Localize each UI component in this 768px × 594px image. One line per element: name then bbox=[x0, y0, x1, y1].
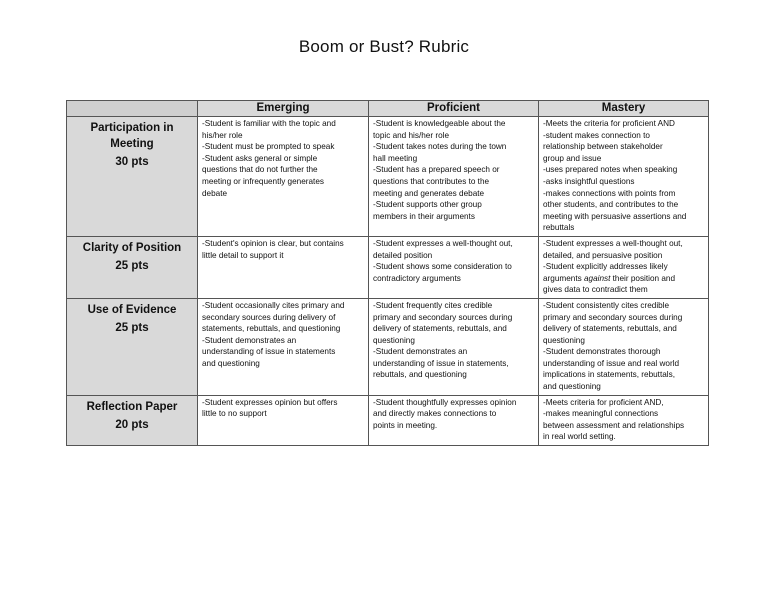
descriptor-line: questions that do not further the bbox=[202, 165, 318, 175]
descriptor-line: implications in statements, rebuttals, bbox=[543, 370, 675, 380]
descriptor-line: meeting with persuasive assertions and bbox=[543, 211, 687, 221]
descriptor-line: rebuttals bbox=[543, 223, 575, 233]
criterion-row-participation bbox=[67, 117, 709, 237]
descriptor-line: detailed position bbox=[373, 250, 433, 260]
criterion-points: 20 pts bbox=[115, 418, 149, 431]
descriptor-line: -Student consistently cites credible bbox=[543, 300, 670, 310]
descriptor-line: -Student is knowledgeable about the bbox=[373, 119, 506, 128]
level-header-proficient: Proficient bbox=[369, 101, 539, 117]
descriptor-line: -Student thoughtfully expresses opinion bbox=[373, 397, 517, 407]
descriptor-line: -Student is familiar with the topic and bbox=[202, 119, 336, 128]
descriptor-line: -Student expresses a well-thought out, bbox=[543, 238, 683, 248]
rubric-corner-cell bbox=[67, 101, 198, 117]
descriptor-line: -Student demonstrates thorough bbox=[543, 347, 661, 357]
descriptor-line: -Student's opinion is clear, but contains bbox=[202, 238, 344, 248]
descriptor-line: -Student expresses a well-thought out, bbox=[373, 238, 513, 248]
descriptor-line: questioning bbox=[543, 335, 585, 345]
descriptor-line: -makes meaningful connections bbox=[543, 409, 659, 419]
descriptor-proficient bbox=[369, 117, 539, 237]
descriptor-line: -makes connections with points from bbox=[543, 188, 676, 198]
descriptor-line: -Student shows some consideration to bbox=[373, 262, 512, 272]
descriptor-line: other students, and contributes to the bbox=[543, 200, 679, 210]
descriptor-line: rebuttals, and questioning bbox=[373, 370, 467, 380]
criterion-points: 25 pts bbox=[115, 321, 149, 334]
page-title: Boom or Bust? Rubric bbox=[298, 37, 470, 56]
criterion-name bbox=[67, 117, 197, 152]
criterion-points: 25 pts bbox=[115, 259, 149, 272]
descriptor-line: -Student supports other group bbox=[373, 200, 482, 210]
descriptor-line: -Student demonstrates an bbox=[373, 347, 468, 357]
criterion-row-reflection bbox=[67, 395, 709, 445]
criterion-name-line: Participation in bbox=[90, 122, 174, 134]
descriptor-proficient bbox=[369, 395, 539, 445]
descriptor-proficient bbox=[369, 298, 539, 395]
descriptor-line: -Meets criteria for proficient AND, bbox=[543, 397, 664, 407]
descriptor-line: -asks insightful questions bbox=[543, 176, 635, 186]
descriptor-line: questions that contributes to the bbox=[373, 176, 490, 186]
descriptor-line bbox=[543, 273, 705, 285]
descriptor-line: -Student has a prepared speech or bbox=[373, 165, 500, 175]
descriptor-line: gives data to contradict them bbox=[543, 285, 648, 295]
descriptor-line: primary and secondary sources during bbox=[543, 312, 683, 322]
descriptor-line: hall meeting bbox=[373, 153, 418, 163]
descriptor-emerging bbox=[198, 117, 369, 237]
descriptor-line: relationship between stakeholder bbox=[543, 142, 663, 152]
descriptor-line: understanding of issue and real world bbox=[543, 358, 680, 368]
descriptor-line: -Student frequently cites credible bbox=[373, 300, 493, 310]
criterion-row-evidence bbox=[67, 298, 709, 395]
criterion-cell bbox=[67, 395, 198, 445]
descriptor-line: -student makes connection to bbox=[543, 130, 650, 140]
descriptor-mastery bbox=[539, 395, 709, 445]
level-header-mastery: Mastery bbox=[539, 101, 709, 117]
descriptor-line: -Student occasionally cites primary and bbox=[202, 300, 345, 310]
descriptor-line: understanding of issue in statements, bbox=[373, 358, 509, 368]
descriptor-line: group and issue bbox=[543, 153, 602, 163]
level-header-emerging: Emerging bbox=[198, 101, 369, 117]
criterion-name: Clarity of Position bbox=[82, 241, 182, 254]
descriptor-line: delivery of statements, rebuttals, and bbox=[373, 324, 507, 334]
descriptor-line: his/her role bbox=[202, 130, 243, 140]
descriptor-line: delivery of statements, rebuttals, and bbox=[543, 324, 677, 334]
descriptor-line: and questioning bbox=[202, 358, 260, 368]
descriptor-line: -Student asks general or simple bbox=[202, 153, 318, 163]
descriptor-line: contradictory arguments bbox=[373, 273, 461, 283]
descriptor-line: statements, rebuttals, and questioning bbox=[202, 324, 341, 334]
descriptor-line: members in their arguments bbox=[373, 211, 475, 221]
descriptor-line: topic and his/her role bbox=[373, 130, 450, 140]
descriptor-emerging bbox=[198, 395, 369, 445]
descriptor-mastery bbox=[539, 117, 709, 237]
descriptor-line: debate bbox=[202, 188, 228, 198]
descriptor-emphasis: against bbox=[583, 273, 611, 283]
descriptor-fragment: arguments bbox=[543, 273, 582, 283]
rubric-header-row bbox=[67, 101, 709, 117]
descriptor-line: between assessment and relationships bbox=[543, 420, 685, 430]
criterion-cell bbox=[67, 236, 198, 298]
descriptor-line: little to no support bbox=[202, 409, 267, 419]
criterion-points: 30 pts bbox=[115, 156, 149, 168]
criterion-cell bbox=[67, 298, 198, 395]
descriptor-line: detailed, and persuasive position bbox=[543, 250, 663, 260]
rubric-table bbox=[66, 100, 709, 446]
descriptor-line: -Student must be prompted to speak bbox=[202, 142, 335, 152]
descriptor-line: -uses prepared notes when speaking bbox=[543, 165, 678, 175]
descriptor-line: meeting or infrequently generates bbox=[202, 176, 324, 186]
descriptor-line: -Student takes notes during the town bbox=[373, 142, 507, 152]
descriptor-line: primary and secondary sources during bbox=[373, 312, 513, 322]
descriptor-line: questioning bbox=[373, 335, 415, 345]
criterion-row-clarity bbox=[67, 236, 709, 298]
descriptor-emerging bbox=[198, 298, 369, 395]
descriptor-fragment: their position and bbox=[612, 273, 676, 283]
descriptor-line: little detail to support it bbox=[202, 250, 284, 260]
descriptor-proficient bbox=[369, 236, 539, 298]
descriptor-mastery bbox=[539, 236, 709, 298]
descriptor-line: -Student expresses opinion but offers bbox=[202, 397, 338, 407]
descriptor-line: -Student demonstrates an bbox=[202, 335, 297, 345]
descriptor-emerging bbox=[198, 236, 369, 298]
criterion-name: Reflection Paper bbox=[86, 400, 178, 413]
descriptor-line: and directly makes connections to bbox=[373, 409, 497, 419]
descriptor-line: secondary sources during delivery of bbox=[202, 312, 336, 322]
criterion-name: Use of Evidence bbox=[87, 303, 177, 316]
descriptor-line: meeting and generates debate bbox=[373, 188, 485, 198]
descriptor-line: -Meets the criteria for proficient AND bbox=[543, 119, 675, 128]
descriptor-line: and questioning bbox=[543, 382, 601, 392]
descriptor-mastery bbox=[539, 298, 709, 395]
descriptor-line: -Student explicitly addresses likely bbox=[543, 262, 668, 272]
descriptor-line: understanding of issue in statements bbox=[202, 347, 336, 357]
descriptor-line: points in meeting. bbox=[373, 420, 438, 430]
descriptor-line: in real world setting. bbox=[543, 432, 616, 442]
criterion-cell bbox=[67, 117, 198, 237]
criterion-name-line: Meeting bbox=[110, 138, 154, 150]
